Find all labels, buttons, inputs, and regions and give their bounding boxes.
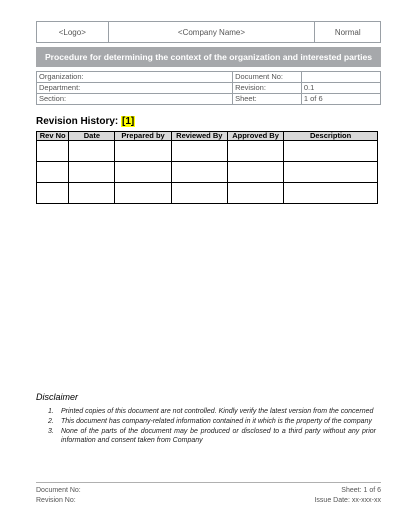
list-number: 2. (48, 418, 54, 425)
table-cell[interactable] (171, 141, 227, 162)
list-item (48, 407, 376, 416)
list-item (48, 427, 376, 445)
footer-divider (36, 482, 381, 483)
meta-row (37, 94, 381, 105)
table-cell[interactable] (227, 141, 283, 162)
section-label: Section: (37, 94, 233, 105)
classification-label: Normal (334, 27, 361, 37)
table-cell[interactable] (115, 141, 171, 162)
table-row (37, 141, 378, 162)
sheet-label: Sheet: (233, 94, 302, 105)
revision-value: 0.1 (301, 83, 380, 94)
table-cell[interactable] (37, 183, 69, 204)
table-row (37, 162, 378, 183)
table-cell[interactable] (171, 162, 227, 183)
table-cell[interactable] (37, 141, 69, 162)
disclaimer-title: Disclaimer (36, 392, 79, 402)
footnote-reference: [1] (122, 116, 135, 127)
col-reviewed-by: Reviewed By (171, 132, 227, 141)
col-description: Description (284, 132, 378, 141)
list-text: This document has company-related information contained in it which is the property of the company (61, 418, 372, 425)
list-number: 1. (48, 408, 54, 415)
sheet-value: 1 of 6 (301, 94, 380, 105)
table-cell[interactable] (284, 183, 378, 204)
table-cell[interactable] (37, 162, 69, 183)
list-number: 3. (48, 428, 54, 435)
department-label: Department: (37, 83, 233, 94)
logo-placeholder: <Logo> (37, 22, 109, 42)
table-cell[interactable] (115, 183, 171, 204)
table-cell[interactable] (284, 141, 378, 162)
list-text: Printed copies of this document are not controlled. Kindly verify the latest version from the concerned (61, 408, 374, 415)
revision-history-title: Revision History: (36, 116, 119, 127)
document-no-value (301, 72, 380, 83)
col-prepared-by: Prepared by (115, 132, 171, 141)
table-cell[interactable] (171, 183, 227, 204)
document-title-banner: Procedure for determining the context of the organization and interested parties (36, 47, 381, 67)
organization-label: Organization: (37, 72, 233, 83)
table-cell[interactable] (69, 183, 115, 204)
footer-sheet: Sheet: 1 of 6 (341, 487, 381, 494)
table-row (37, 183, 378, 204)
col-approved-by: Approved By (227, 132, 283, 141)
footer-revision-no: Revision No: (36, 497, 76, 504)
col-date: Date (69, 132, 115, 141)
disclaimer-list (48, 407, 376, 446)
document-no-label: Document No: (233, 72, 302, 83)
table-cell[interactable] (227, 162, 283, 183)
table-cell[interactable] (227, 183, 283, 204)
table-cell[interactable] (69, 162, 115, 183)
revision-history-table (36, 131, 378, 204)
table-cell[interactable] (115, 162, 171, 183)
table-header-row (37, 132, 378, 141)
table-cell[interactable] (69, 141, 115, 162)
meta-row (37, 72, 381, 83)
list-item (48, 417, 376, 426)
document-meta-table (36, 71, 381, 105)
footer-document-no: Document No: (36, 487, 81, 494)
company-name: <Company Name> (109, 22, 316, 42)
revision-history-heading (36, 116, 135, 127)
list-text: None of the parts of the document may be produced or disclosed to a third party without any prior information and consent taken from Company (61, 428, 376, 444)
footer-issue-date: Issue Date: xx-xxx-xx (314, 497, 381, 504)
col-rev-no: Rev No (37, 132, 69, 141)
revision-label: Revision: (233, 83, 302, 94)
meta-row (37, 83, 381, 94)
table-cell[interactable] (284, 162, 378, 183)
header-table (36, 21, 381, 43)
